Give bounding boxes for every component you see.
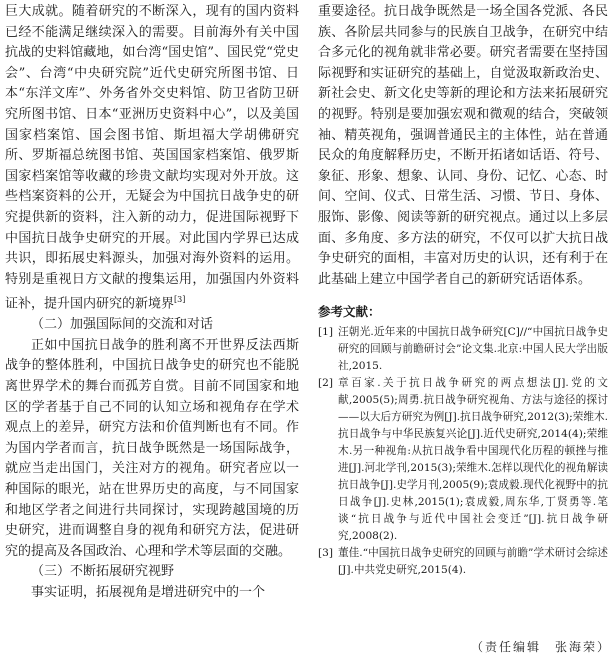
- reference-text: 章百家.关于抗日战争研究的两点想法[J].党的文献,2005(5);周勇.抗日战争研究视角、方法与途径的探讨——以大后方研究为例[J].抗日战争研究,2012(3);荣维木.抗日战争与中华民族复兴论[J].近代史研究,2014(4);荣维木.另一种视角:从抗日战争看中国现代化历程的顿挫与推进[J].河北学刊,2015(3);荣维木.怎样以现代化的视角解读抗日战争[J].史学月刊,2005(9);袁成毅.现代化视野中的抗日战争[J].史林,2015(1);袁成毅,周东华,丁贤勇等.笔谈“抗日战争与近代中国社会变迁”[J].抗日战争研究,2008(2).: [338, 377, 608, 543]
- references-list: [318, 324, 608, 579]
- editor-credit: （责任编辑 张海荣）: [470, 640, 611, 654]
- reference-number: [3]: [318, 547, 334, 560]
- section-heading: （二）加强国际间的交流和对话: [31, 317, 214, 333]
- reference-item: [318, 375, 608, 545]
- body-paragraph: 重要途径。抗日战争既然是一场全国各党派、各民族、各阶层共同参与的民族自卫战争，在研究中结合多元化的视角就非常必要。研究者需要在坚持国际视野和实证研究的基础上，自觉汲取新政治史、新社会史、新文化史等新的理论和方法来拓展研究的视野。特别是要加强宏观和微观的结合，突破领袖、精英视角，强调普通民主的主体性，站在普通民众的角度解释历史，不断开拓诸如话语、符号、象征、形象、想象、认同、身份、记忆、心态、时间、空间、仪式、日常生活、习惯、节日、身体、服饰、影像、阅读等新的研究视点。通过以上多层面、多角度、多方法的研究，不仅可以扩大抗日战争史研究的面相，丰富对历史的认识，还有利于在此基础上建立中国学者自己的新研究话语体系。: [318, 4, 608, 287]
- section-heading: （三）不断拓展研究视野: [31, 564, 175, 580]
- reference-item: [318, 545, 608, 579]
- reference-item: [318, 324, 608, 375]
- references-title: 参考文献：: [318, 304, 381, 320]
- reference-number: [1]: [318, 326, 334, 339]
- body-paragraph: 巨大成就。随着研究的不断深入，现有的国内资料已经不能满足继续深入的需要。目前海外有关中国抗战的史料馆藏地，如台湾“国史馆”、国民党“党史会”、台湾“中央研究院”近代史研究所图书馆、日本“东洋文库”、外务省外交史料馆、防卫省防卫研究所图书馆、日本“亚洲历史资料中心”，以及美国国家档案馆、国会图书馆、斯坦福大学胡佛研究所、罗斯福总统图书馆、英国国家档案馆、俄罗斯国家档案馆等收藏的珍贵文献均实现对外开放。这些档案资料的公开，无疑会为中国抗日战争史的研究提供新的资料，注入新的动力，促进国际视野下中国抗日战争史研究的开展。对此国内学界已达成共识，即拓展史料源头，加强对海外资料的运用。特别是重视日方文献的搜集运用，加强国内外资料证补，提升国内研究的新境界[3]: [5, 4, 299, 312]
- footnote-marker[interactable]: [3]: [174, 295, 186, 305]
- body-paragraph: 事实证明，拓展视角是增进研究中的一个: [31, 584, 266, 600]
- left-column: [5, 2, 299, 604]
- body-paragraph: 正如中国抗日战争的胜利离不开世界反法西斯战争的整体胜利，中国抗日战争史的研究也不能脱离世界学术的舞台而孤芳自赏。目前不同国家和地区的学者基于自己不同的认知立场和视角存在学术观点上的差异，研究方法和价值判断也有不同。作为国内学者而言，抗日战争既然是一场国际战争，就应当走出国门，关注对方的视角。研究者应以一种国际的眼光，站在世界历史的高度，与不同国家和地区学者之间进行共同探讨，实现跨越国境的历史研究，进而调整自身的视角和研究方法，促进研究的提高及各国政治、心理和学术等层面的交融。: [5, 337, 299, 559]
- reference-number: [2]: [318, 377, 334, 390]
- reference-text: 董佳.“中国抗日战争史研究的回顾与前瞻”学术研讨会综述[J].中共党史研究,2015(4).: [338, 547, 608, 577]
- right-column: [318, 2, 608, 579]
- reference-text: 汪朝光.近年来的中国抗日战争研究[C]//“中国抗日战争史研究的回顾与前瞻研讨会”论文集.北京:中国人民大学出版社,2015.: [338, 326, 608, 373]
